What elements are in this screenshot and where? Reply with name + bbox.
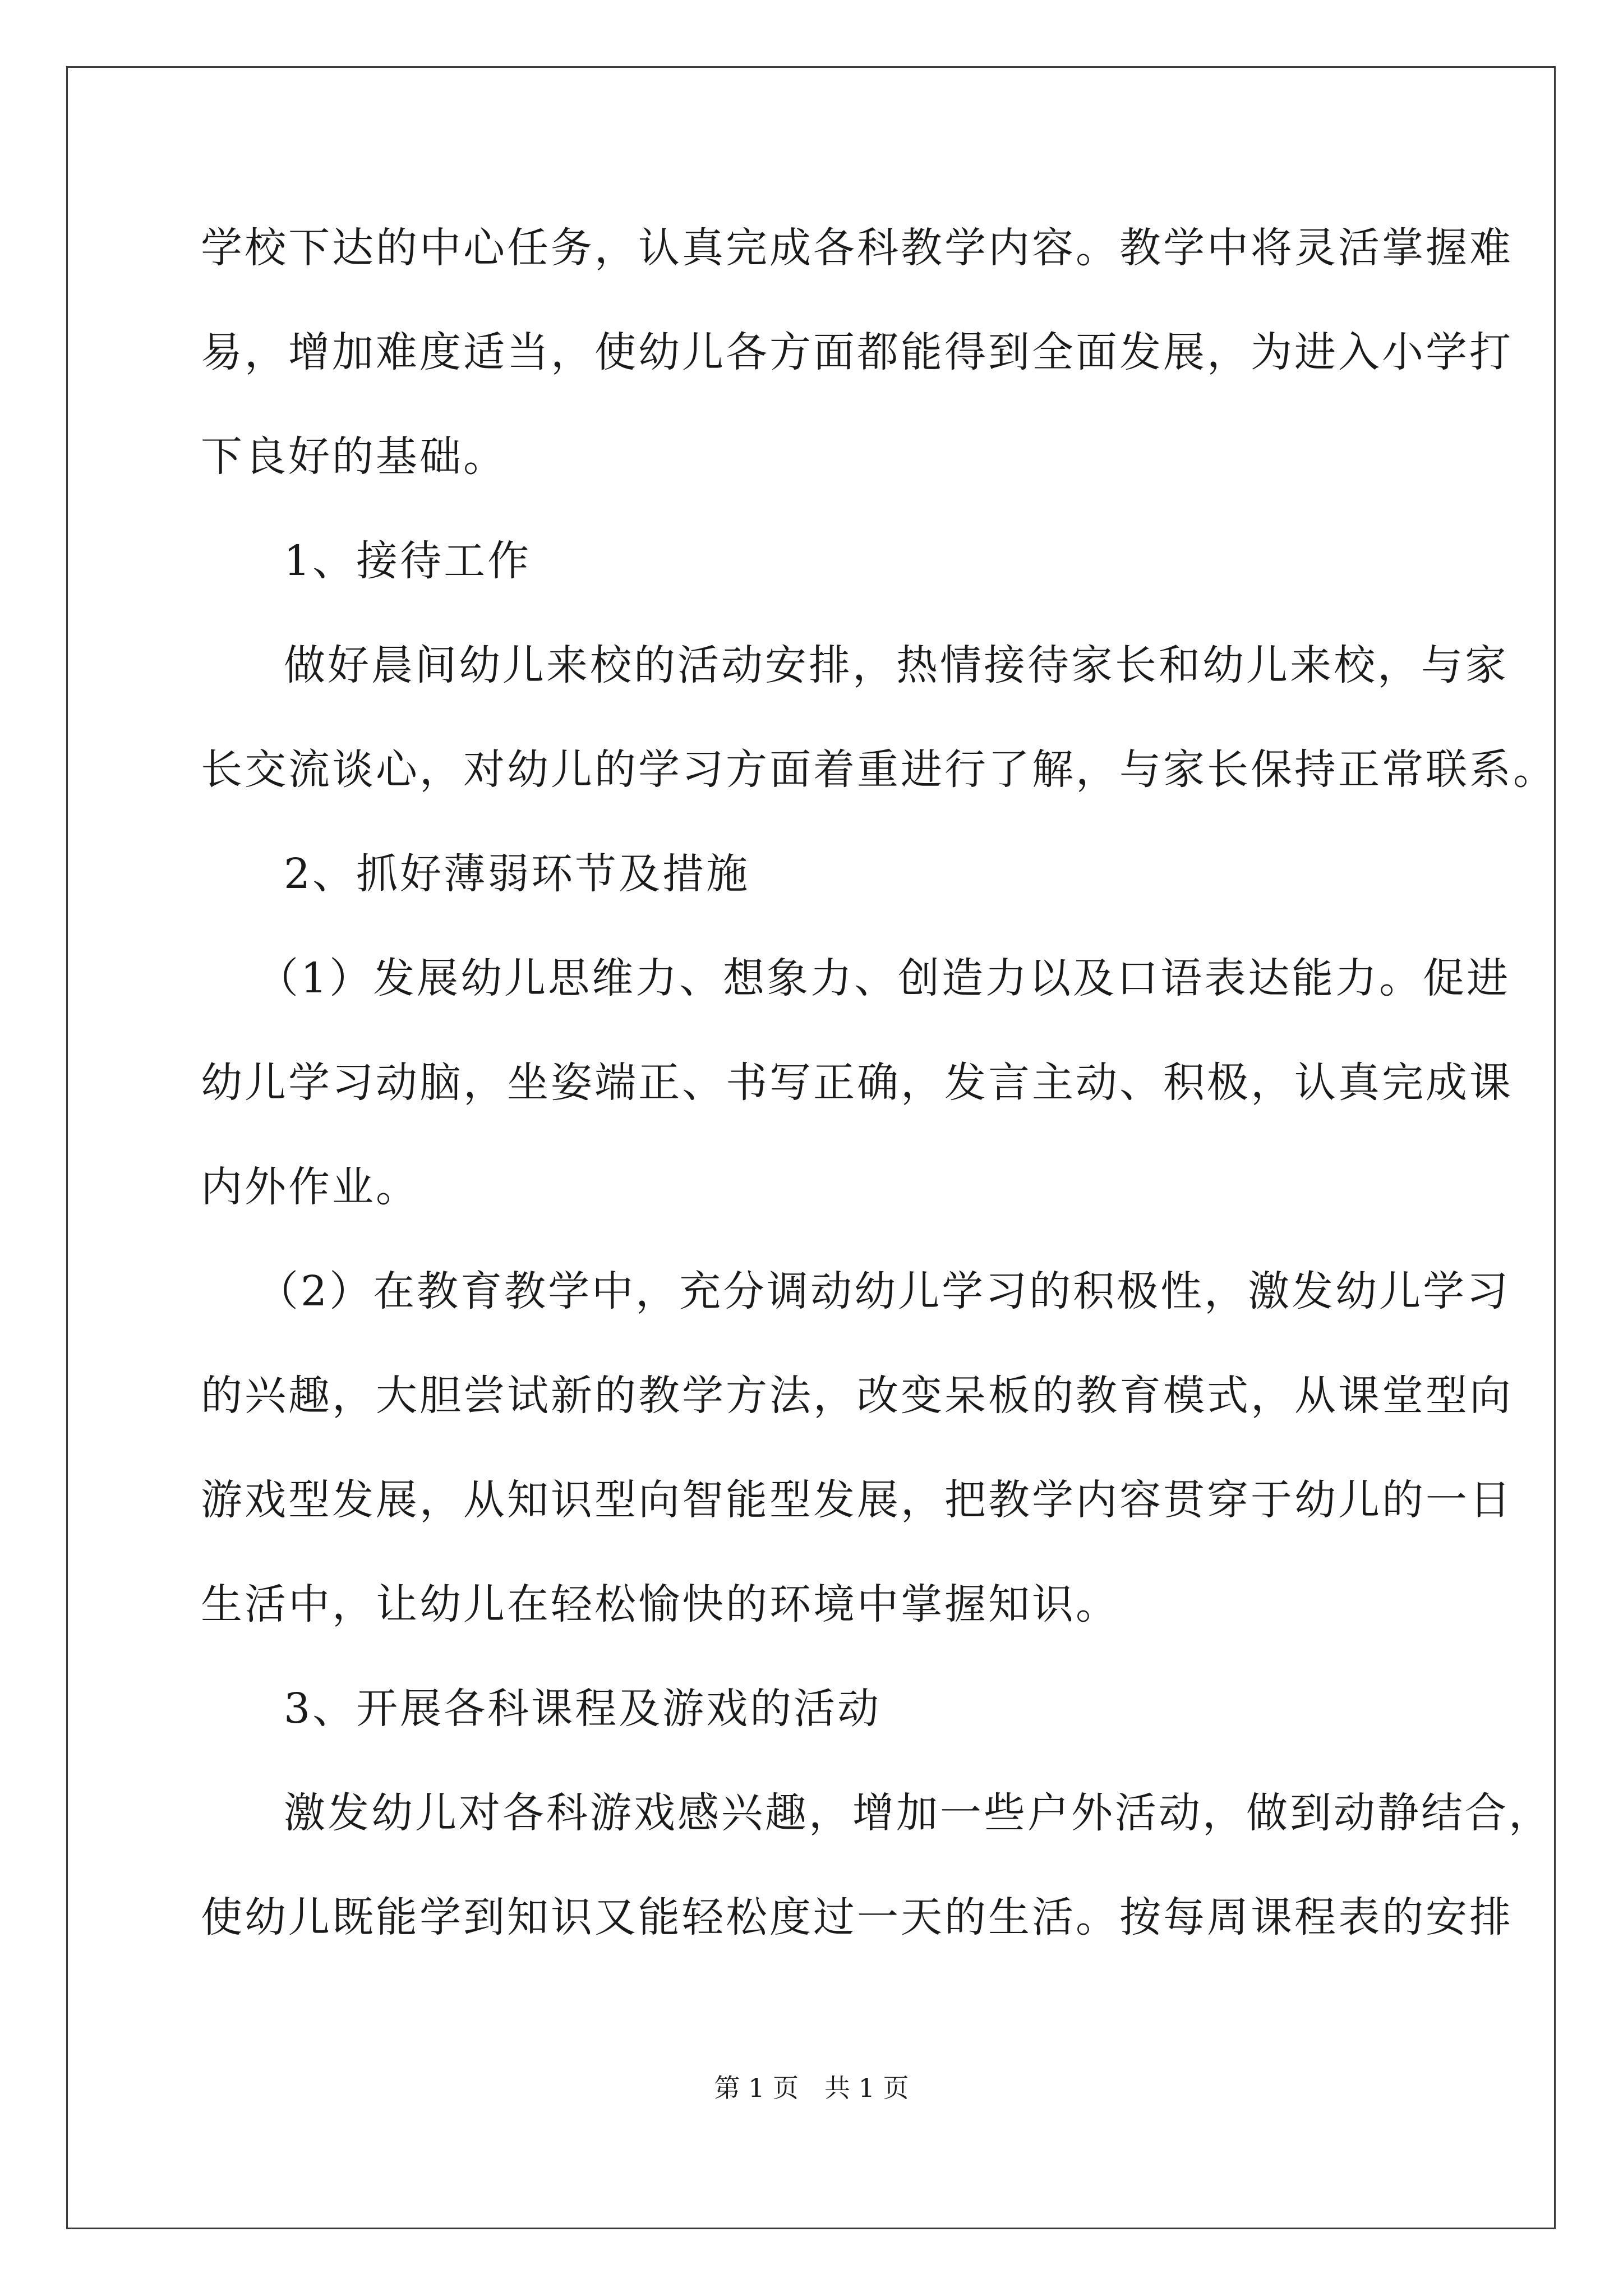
section-heading: 2、抓好薄弱环节及措施	[284, 850, 750, 898]
text-line: 易，增加难度适当，使幼儿各方面都能得到全面发展，为进入小学打	[201, 328, 1513, 376]
section-heading: 1、接待工作	[284, 537, 532, 585]
text-line: 下良好的基础。	[201, 432, 507, 481]
text-line: 激发幼儿对各科游戏感兴趣，增加一些户外活动，做到动静结合，	[284, 1789, 1552, 1837]
text-line: 的兴趣，大胆尝试新的教学方法，改变呆板的教育模式，从课堂型向	[201, 1372, 1513, 1420]
section-heading: 3、开展各科课程及游戏的活动	[284, 1685, 882, 1733]
text-line: 内外作业。	[201, 1163, 419, 1211]
page-number-footer: 第 1 页 共 1 页	[714, 2073, 909, 2103]
text-line: （2）在教育教学中，充分调动幼儿学习的积极性，激发幼儿学习	[257, 1267, 1511, 1315]
text-line: 使幼儿既能学到知识又能轻松度过一天的生活。按每周课程表的安排	[201, 1893, 1513, 1941]
text-line: 幼儿学习动脑，坐姿端正、书写正确，发言主动、积极，认真完成课	[201, 1059, 1513, 1107]
text-line: 生活中，让幼儿在轻松愉快的环境中掌握知识。	[201, 1580, 1119, 1628]
text-line: 长交流谈心，对幼儿的学习方面着重进行了解，与家长保持正常联系。	[201, 746, 1557, 794]
text-line: 游戏型发展，从知识型向智能型发展，把教学内容贯穿于幼儿的一日	[201, 1476, 1513, 1524]
text-line: 学校下达的中心任务，认真完成各科教学内容。教学中将灵活掌握难	[201, 224, 1513, 272]
text-line: 做好晨间幼儿来校的活动安排，热情接待家长和幼儿来校，与家	[284, 641, 1509, 689]
text-line: （1）发展幼儿思维力、想象力、创造力以及口语表达能力。促进	[257, 954, 1511, 1002]
